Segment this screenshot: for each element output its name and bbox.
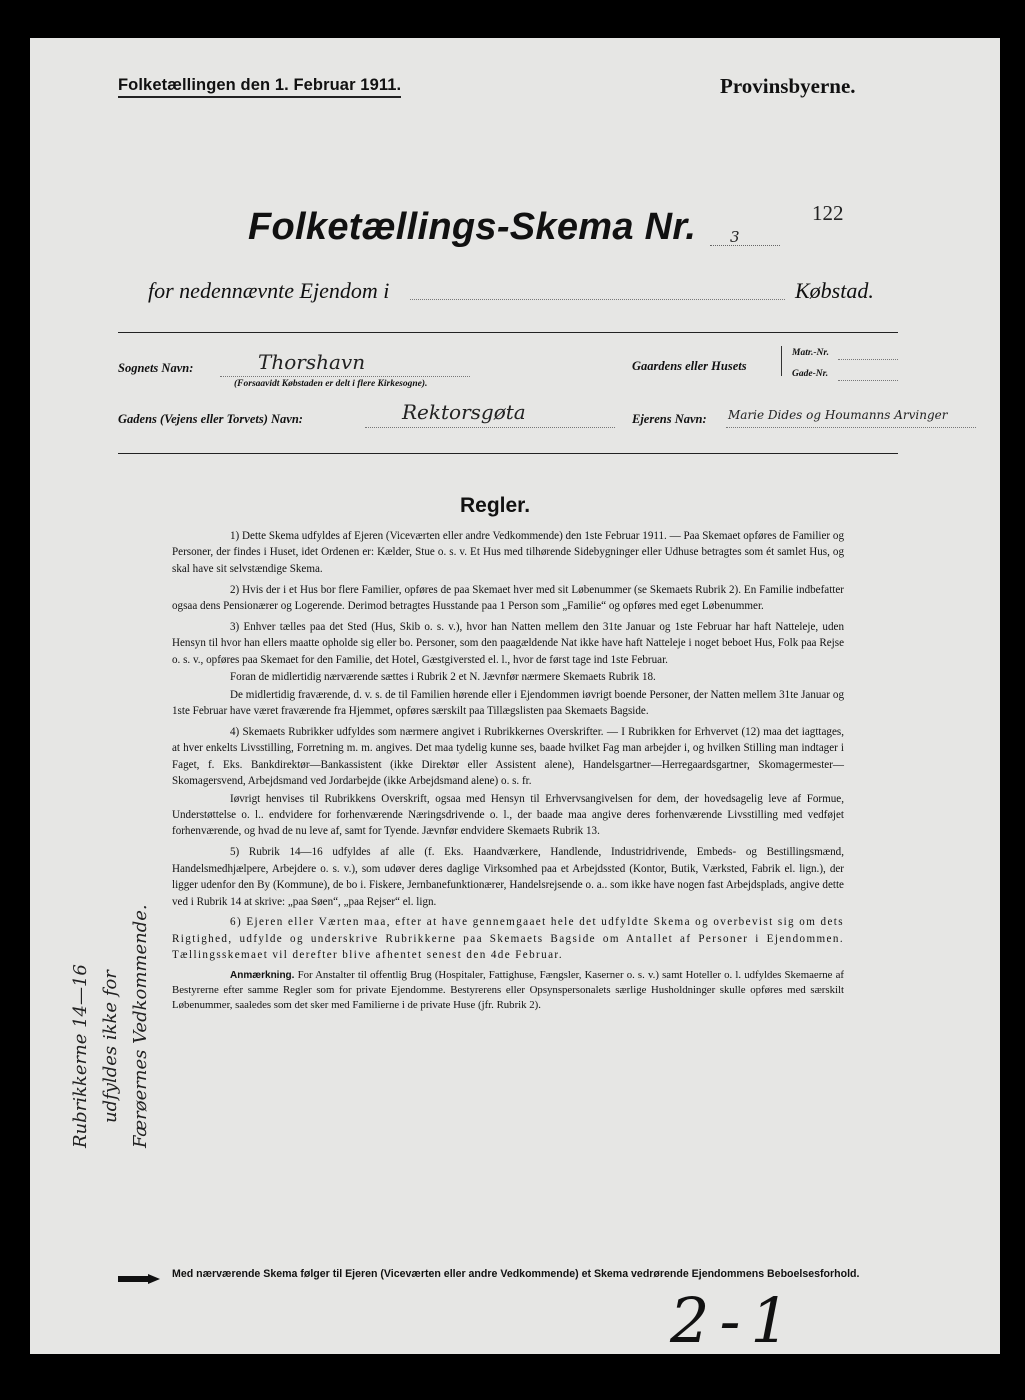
street-label: Gadens (Vejens eller Torvets) Navn: bbox=[118, 412, 303, 426]
form-number-line bbox=[710, 245, 780, 246]
note-text: For Anstalter til offentlig Brug (Hospitaler, Fattighuse, Fængsler, Kaserner o. s. v.) samt Hoteller o. l. udfyldes Skemaerne af Bestyrerne efter samme Regler som for private Ejendomme. Bestyrerens eller Opsynspersonalets særlige Husholdninger skulle opføres med særskilt Løbenummer, saaledes som det sker med Familierne i de private Huse (jfr. Rubrik 2). bbox=[172, 969, 844, 1012]
form-number-handwritten: 3 bbox=[730, 228, 740, 246]
house-bracket bbox=[781, 346, 788, 376]
owner-line bbox=[726, 427, 976, 428]
rule-note bbox=[172, 968, 844, 1013]
margin-note-line-3: Færøernes Vedkommende. bbox=[130, 904, 151, 1148]
rule-paragraph-4b: Iøvrigt henvises til Rubrikkens Overskrift, ogsaa med Hensyn til Erhvervsangivelsen for dem, der hovedsagelig leve af Formue, Understøttelse o. l.. endvidere for forhenværende Næringsdrivende o. l., der baade maa angive deres forhenværende Livsstilling med vedføjet forhenværende, og hvad de nu leve af, samt for Tyende. Jævnfør endvidere Skemaets Rubrik 13. bbox=[172, 792, 844, 838]
matr-nr-line bbox=[838, 359, 898, 360]
margin-note-line-1: Rubrikkerne 14—16 bbox=[70, 964, 91, 1148]
street-value: Rektorsgøta bbox=[402, 400, 526, 424]
form-title: Folketællings-Skema Nr. bbox=[248, 206, 697, 248]
rule-paragraph-3c: De midlertidig fraværende, d. v. s. de til Familien hørende eller i Ejendommen iøvrigt boende Personer, der Natten mellem 31te Januar og 1ste Februar have været fraværende fra Hjemmet, opføres særskilt paa Tillægslisten paa Skemaets Bagside. bbox=[172, 688, 844, 718]
gade-nr-line bbox=[838, 380, 898, 381]
rule-paragraph-3b: Foran de midlertidig nærværende sættes i Rubrik 2 et N. Jævnfør nærmere Skemaets Rubrik 18. bbox=[230, 671, 656, 684]
divider-top bbox=[118, 332, 898, 333]
town-type-label: Købstad. bbox=[795, 278, 874, 303]
stamped-number: 122 bbox=[812, 201, 844, 225]
town-name-line bbox=[410, 299, 785, 300]
note-label: Anmærkning. bbox=[230, 970, 295, 982]
rules-body bbox=[172, 528, 844, 1018]
footer-notice: Med nærværende Skema følger til Ejeren (Viceværten eller andre Vedkommende) et Skema vedrørende Ejendommens Beboelsesforhold. bbox=[172, 1268, 860, 1280]
parish-note: (Forsaavidt Købstaden er delt i flere Kirkesogne). bbox=[234, 379, 428, 389]
street-line bbox=[365, 427, 615, 428]
region-header: Provinsbyerne. bbox=[720, 74, 856, 98]
rule-paragraph-5: 5) Rubrik 14—16 udfyldes af alle (f. Eks. Haandværkere, Handlende, Industridrivende, Embeds- og Bestillingsmænd, Handelsmedhjælpere, Arbejdere o. s. v.), som udøver deres daglige Virksomhed paa et Arbejdssted (Kontor, Butik, Værksted, Fabrik el. lign.), der ligger udenfor den By (Kommune), de bo i. Fiskere, Jernbanefunktionærer, Handelsrejsende o. a.. som ikke have nogen fast Arbejdsplads, angive dette ved i Rubrik 14 at skrive: „paa Søen“, „paa Rejser“ el. lign. bbox=[172, 846, 844, 908]
rule-paragraph-4: 4) Skemaets Rubrikker udfyldes som nærmere angivet i Rubrikkernes Overskrifter. — I Rubrikken for Erhvervet (12) maa det iagttages, at hver enkelts Livsstilling, Forretning m. m. angives. Det maa tydelig kunne ses, baade hvilket Fag man arbejder i, og hvilken Stilling man indtager i Faget, f. Eks. Bankdirektør—Bankassistent (ikke Direktør eller Assistent alene), Handelsgartner—Herregaardsgartner, Skomagermester—Skomagersvend, Arbejdsmand ved Jordarbejde (ikke Arbejdsmand alene) o. s. fr. bbox=[172, 725, 844, 788]
rule-paragraph-1: 1) Dette Skema udfyldes af Ejeren (Viceværten eller andre Vedkommende) den 1ste Februar 1911. — Paa Skemaet opføres de Familier og Personer, der findes i Huset, idet Ordenen er: Kælder, Stue o. s. v. Et Hus med tilhørende Sidebygninger eller Udhuse betragtes som ét samlet Hus, og skal have sit selvstændige Skema. bbox=[172, 530, 844, 575]
house-label: Gaardens eller Husets bbox=[632, 359, 747, 373]
census-date-header: Folketællingen den 1. Februar 1911. bbox=[118, 76, 401, 98]
parish-line bbox=[220, 376, 470, 377]
margin-note-line-2: udfyldes ikke for bbox=[100, 970, 121, 1123]
property-subtitle: for nedennævnte Ejendom i bbox=[148, 278, 390, 303]
parish-value: Thorshavn bbox=[258, 350, 366, 374]
owner-label: Ejerens Navn: bbox=[632, 412, 707, 426]
pointing-hand-icon bbox=[118, 1274, 160, 1284]
divider-bottom bbox=[118, 453, 898, 454]
rule-paragraph-2: 2) Hvis der i et Hus bor flere Familier, opføres de paa Skemaet hver med sit Løbenummer (se Skemaets Rubrik 2). En Familie indbefatter ogsaa dens Pensionærer og Logerende. Derimod betragtes Husstande paa 1 Person som „Familie“ og opføres med eget Løbenummer. bbox=[172, 583, 844, 613]
rule-paragraph-6: 6) Ejeren eller Værten maa, efter at have gennemgaaet hele det udfyldte Skema og overbevist sig om dets Rigtighed, udfylde og underskrive Rubrikkerne paa Skemaets Bagside om Antallet af Personer i Ejendommen. Tællingsskemaet vil derefter blive afhentet senest den 4de Februar. bbox=[172, 916, 844, 962]
census-form-page bbox=[30, 38, 1000, 1357]
rules-title: Regler. bbox=[460, 494, 531, 517]
rule-paragraph-3: 3) Enhver tælles paa det Sted (Hus, Skib o. s. v.), hvor han Natten mellem den 31te Januar og 1ste Februar har haft Natteleje, uden Hensyn til hvor han ellers maatte opholde sig eller bo. Personer, som den paagældende Nat ikke have haft Natteleje i noget beboet Hus, Folk paa Rejse o. s. v., opføres paa Skemaet for den Familie, det Hotel, Gæstgiversted el. l., hvor de først tage ind 1ste Februar. bbox=[172, 621, 844, 666]
gade-nr-label: Gade-Nr. bbox=[792, 369, 829, 379]
owner-value: Marie Dides og Houmanns Arvinger bbox=[728, 408, 948, 422]
parish-label: Sognets Navn: bbox=[118, 361, 194, 375]
matr-nr-label: Matr.-Nr. bbox=[792, 348, 829, 358]
handwritten-mark: 2-1 bbox=[670, 1284, 800, 1357]
